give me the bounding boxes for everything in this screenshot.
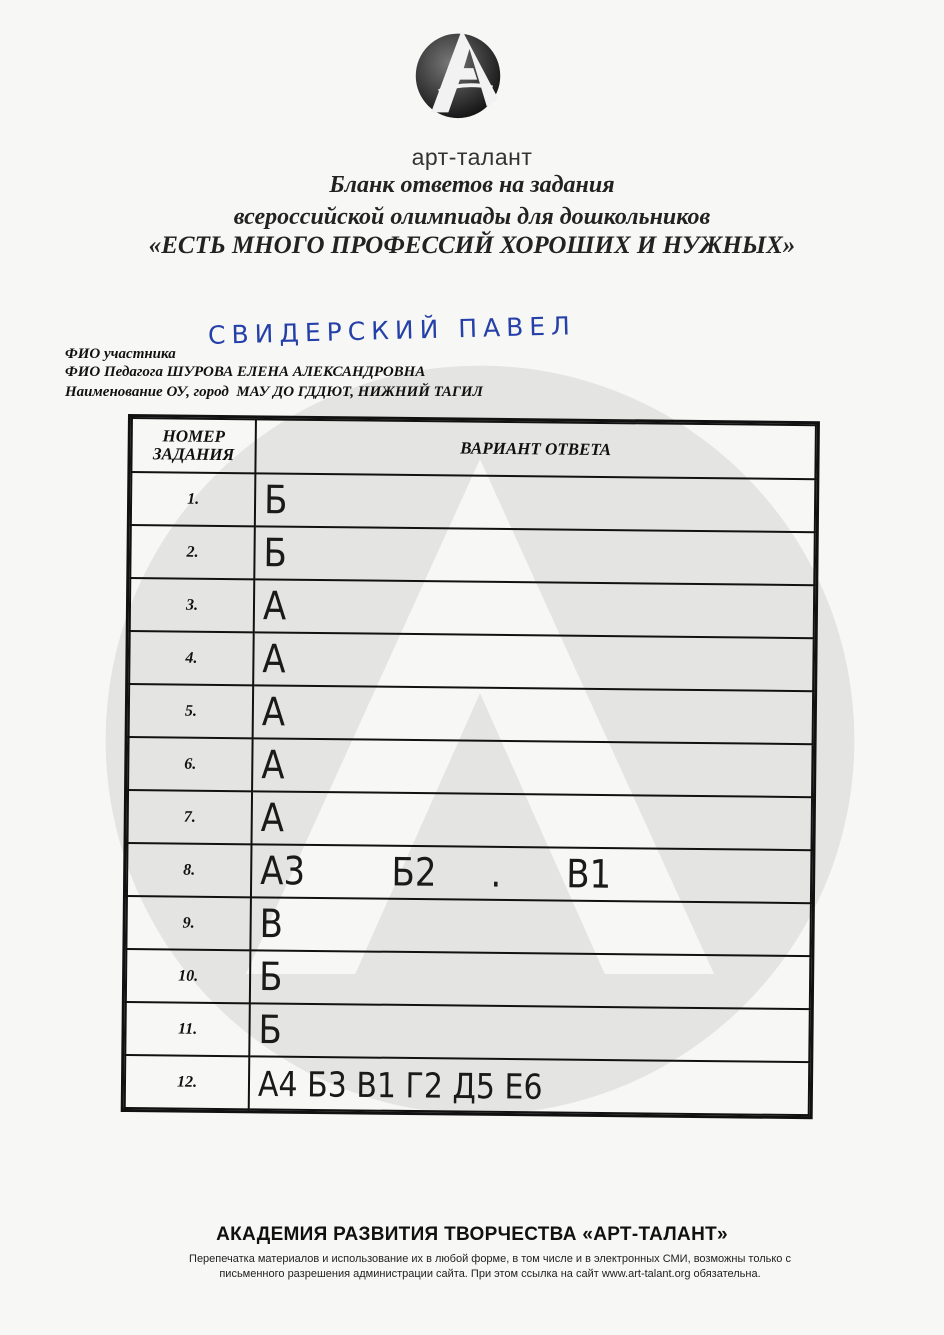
teacher-label: ФИО Педагога	[65, 364, 163, 380]
answer-text: Б	[263, 529, 288, 577]
task-number: 9.	[126, 896, 251, 950]
task-number: 5.	[129, 684, 254, 738]
answer-cell	[255, 473, 816, 532]
answer-text: А	[262, 582, 287, 630]
answer-text: В	[259, 900, 284, 948]
task-number: 2.	[130, 525, 255, 579]
title-line-3: «ЕСТЬ МНОГО ПРОФЕССИЙ ХОРОШИХ И НУЖНЫХ»	[148, 232, 796, 259]
answer-text: А	[260, 794, 285, 842]
school-label: Наименование ОУ, город	[65, 384, 229, 400]
task-number: 11.	[125, 1002, 250, 1056]
footer-note-line1: Перепечатка материалов и использование их в любой форме, в том числе и в электронных СМИ, возможны только с	[189, 1253, 791, 1265]
title-line-2: всероссийской олимпиады для дошкольников	[233, 204, 711, 230]
answer-cell	[250, 897, 811, 956]
header-answer-variant: ВАРИАНТ ОТВЕТА	[255, 419, 816, 479]
answer-text: А3 Б2 . В1	[259, 847, 612, 898]
teacher-field	[65, 364, 425, 381]
table-row	[126, 949, 811, 1009]
header-task-number-line2: ЗАДАНИЯ	[152, 444, 235, 465]
teacher-value: ШУРОВА ЕЛЕНА АЛЕКСАНДРОВНА	[166, 364, 426, 380]
table-row	[127, 843, 812, 903]
task-number: 12.	[125, 1055, 250, 1109]
footer-title: АКАДЕМИЯ РАЗВИТИЯ ТВОРЧЕСТВА «АРТ-ТАЛАНТ»	[216, 1224, 728, 1245]
answer-text: А4 Б3 В1 Г2 Д5 Е6	[257, 1064, 543, 1108]
task-number: 4.	[129, 631, 254, 685]
task-number: 3.	[130, 578, 255, 632]
table-row	[130, 578, 815, 638]
art-talant-logo-icon	[410, 22, 506, 122]
answer-cell	[254, 579, 815, 638]
table-row	[125, 1002, 810, 1062]
title-line-1: Бланк ответов на задания	[329, 172, 615, 198]
answer-cell	[252, 738, 813, 797]
answer-cell	[250, 950, 811, 1009]
answer-cell	[252, 791, 813, 850]
answer-cell	[253, 632, 814, 691]
answer-cell	[249, 1003, 810, 1062]
table-row	[129, 631, 814, 691]
participant-label: ФИО участника	[65, 346, 176, 362]
participant-name-handwritten: СВИДЕРСКИЙ ПАВЕЛ	[207, 311, 577, 350]
table-row	[128, 737, 813, 797]
table-row	[125, 1055, 810, 1115]
task-number: 7.	[128, 790, 253, 844]
answer-cell	[254, 526, 815, 585]
answer-table	[121, 414, 820, 1119]
answer-text: Б	[258, 953, 283, 1001]
table-row	[129, 684, 814, 744]
header-task-number	[131, 418, 256, 473]
footer-note-line2: письменного разрешения администрации сайта. При этом ссылка на сайт www.art-talant.org обязательна.	[219, 1268, 761, 1280]
answer-cell	[249, 1056, 810, 1115]
table-row	[130, 525, 815, 585]
task-number: 10.	[126, 949, 251, 1003]
header-task-number-line1: НОМЕР	[162, 426, 226, 447]
brand-name: арт-талант	[411, 144, 533, 170]
table-row	[128, 790, 813, 850]
answer-text: А	[261, 741, 285, 789]
school-field	[65, 384, 483, 401]
answer-cell	[251, 844, 812, 903]
footer-note	[110, 1252, 870, 1282]
answer-text: А	[261, 688, 286, 736]
table-row	[131, 472, 816, 532]
answer-text: Б	[263, 476, 288, 524]
school-value: МАУ ДО ГДДЮТ, НИЖНИЙ ТАГИЛ	[236, 384, 483, 400]
table-row	[126, 896, 811, 956]
task-number: 8.	[127, 843, 252, 897]
task-number: 1.	[131, 472, 256, 526]
answer-text: Б	[258, 1006, 283, 1054]
answer-text: А	[262, 635, 286, 683]
participant-field	[65, 346, 176, 363]
task-number: 6.	[128, 737, 253, 791]
answer-cell	[253, 685, 814, 744]
